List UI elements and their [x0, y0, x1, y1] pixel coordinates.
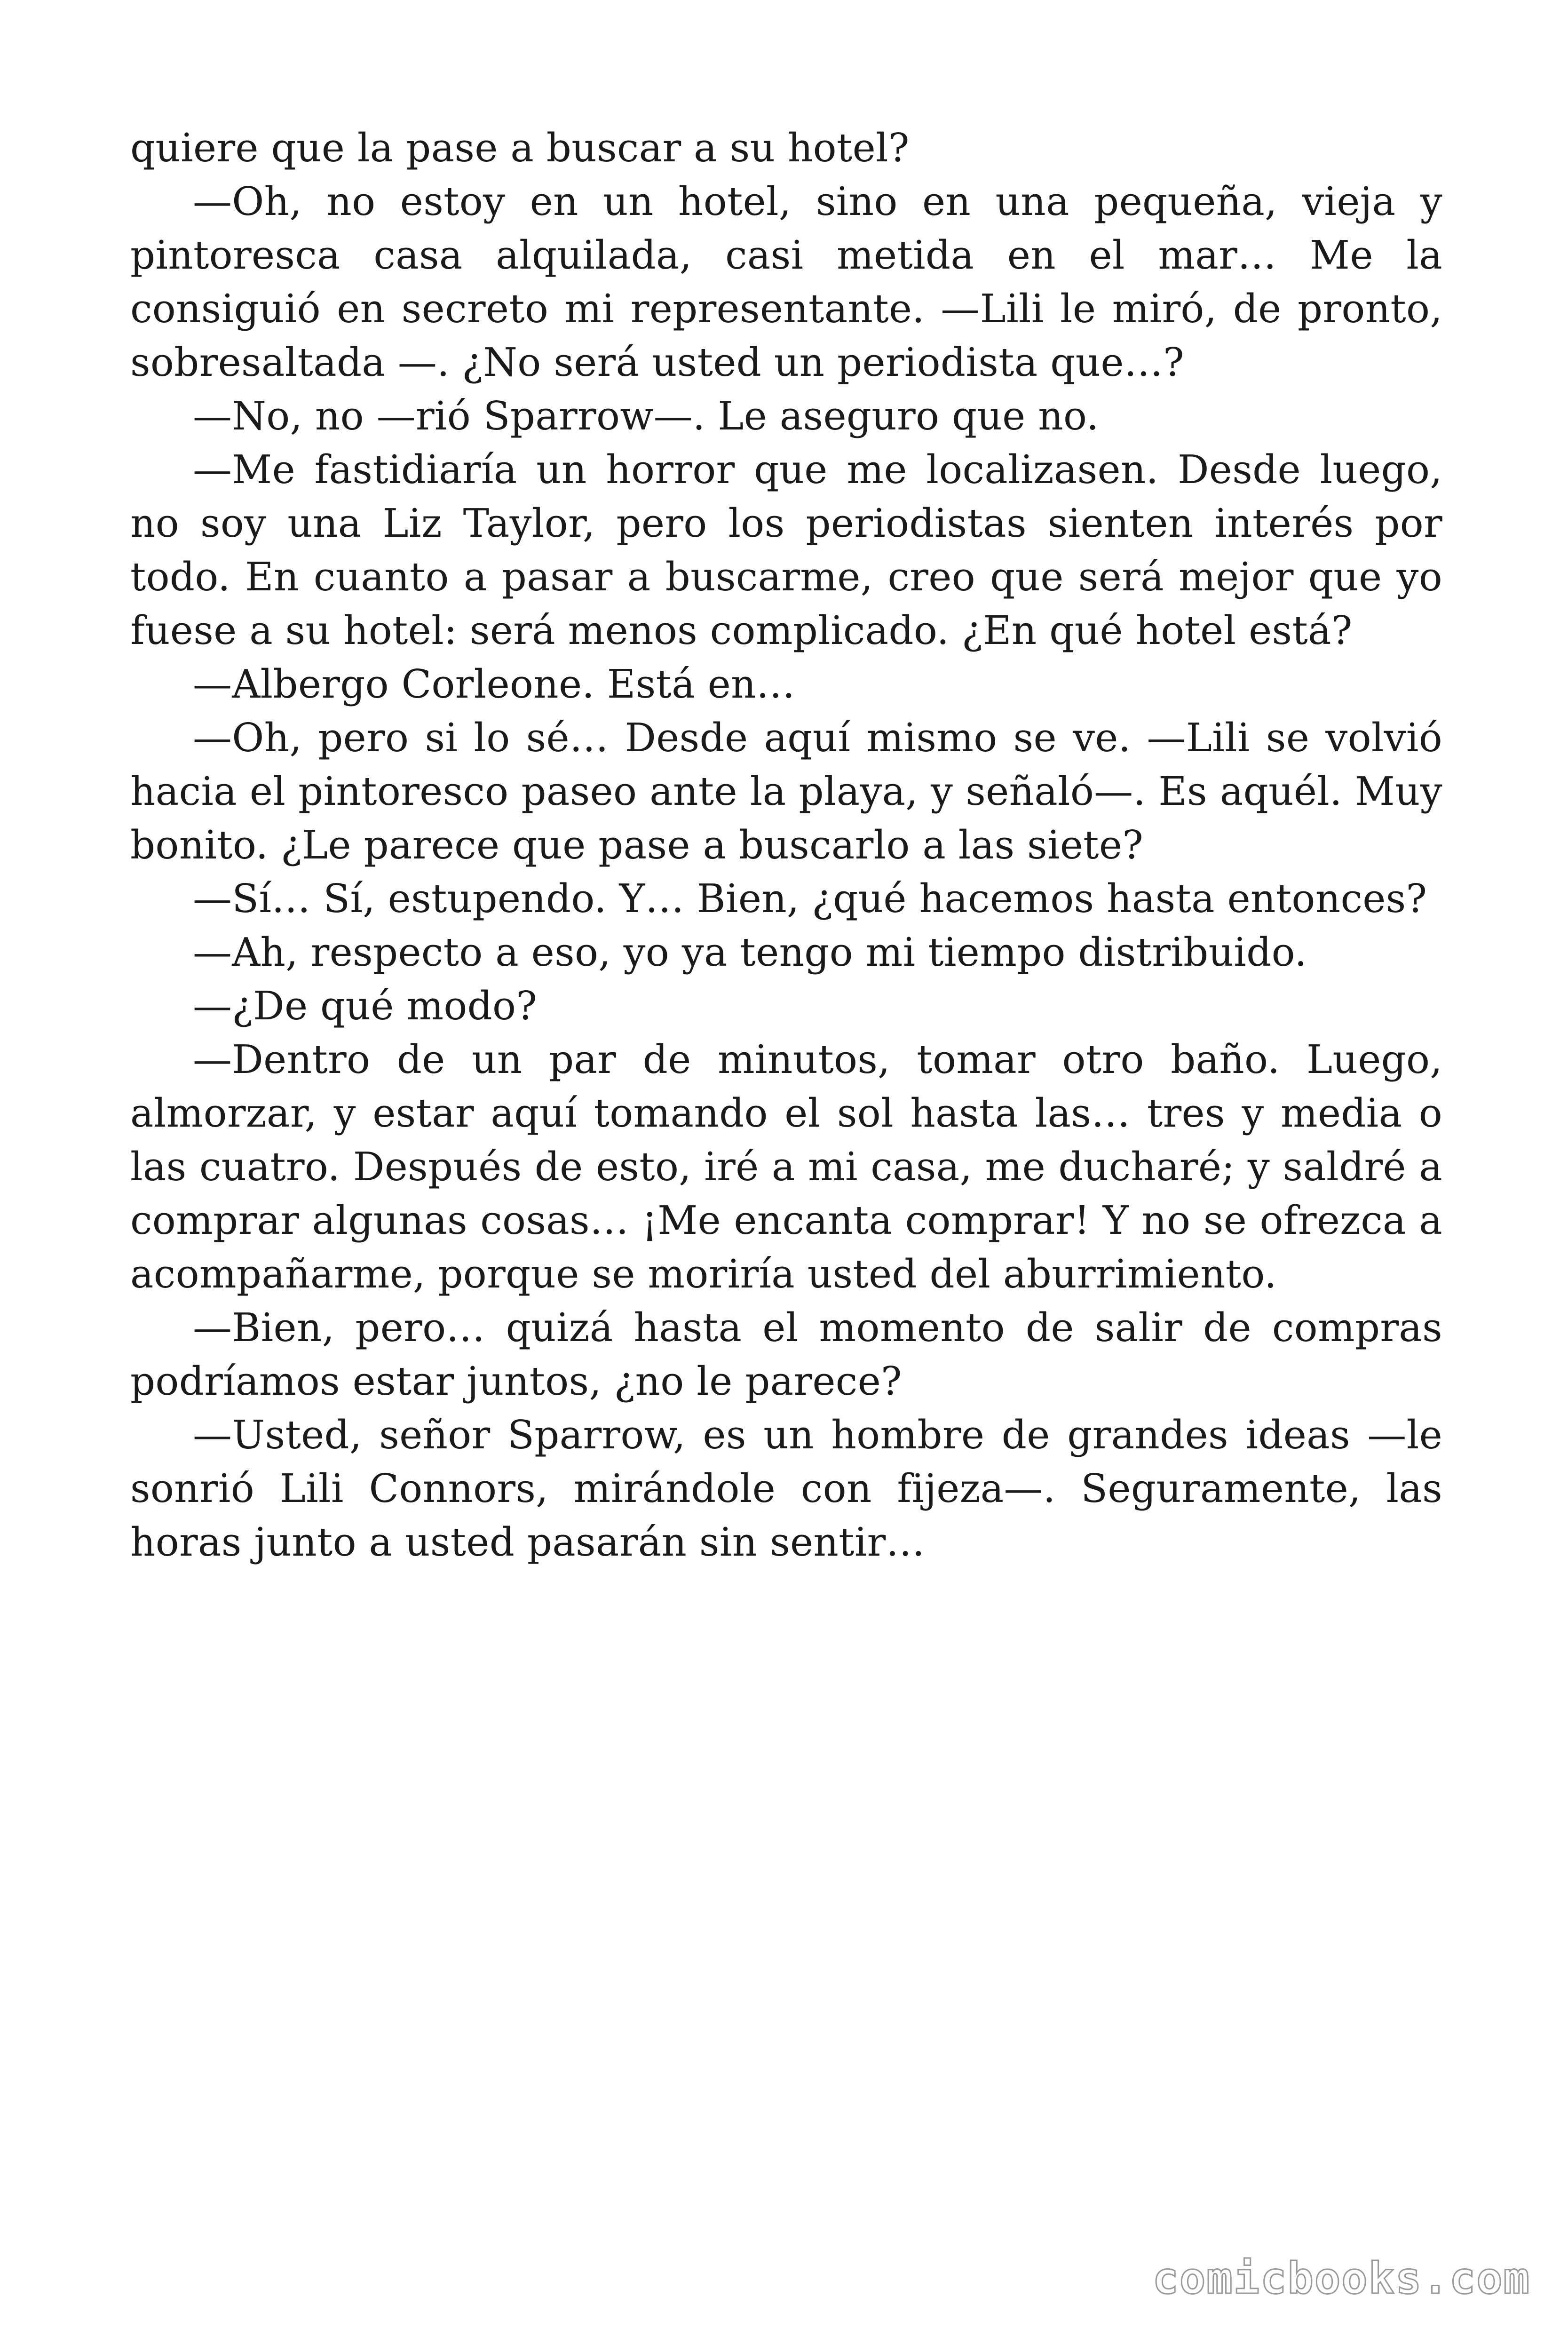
paragraph: —Me fastidiaría un horror que me localizasen. Desde luego, no soy una Liz Taylor, pero los periodistas sienten interés por todo. En cuanto a pasar a buscarme, creo que será mejor que yo fuese a su hotel: será menos complicado. ¿En qué hotel está? [130, 447, 1442, 653]
paragraph: quiere que la pase a buscar a su hotel? [130, 125, 910, 171]
paragraph: —Albergo Corleone. Está en… [193, 661, 796, 707]
paragraph: —No, no —rió Sparrow—. Le aseguro que no. [193, 393, 1099, 439]
watermark: comicbooks.com [1152, 2253, 1530, 2304]
paragraph: —Usted, señor Sparrow, es un hombre de grandes ideas —le sonrió Lili Connors, mirándole con fijeza—. Seguramente, las horas junto a usted pasarán sin sentir… [130, 1412, 1442, 1565]
body-text [130, 121, 1442, 1569]
paragraph: —Oh, no estoy en un hotel, sino en una pequeña, vieja y pintoresca casa alquilada, casi metida en el mar… Me la consiguió en secreto mi representante. —Lili le miró, de pronto, sobresaltada —. ¿No será usted un periodista que…? [130, 179, 1442, 385]
paragraph: —Sí… Sí, estupendo. Y… Bien, ¿qué hacemos hasta entonces? [193, 876, 1427, 922]
paragraph: —Bien, pero… quizá hasta el momento de salir de compras podríamos estar juntos, ¿no le parece? [130, 1305, 1442, 1404]
paragraph: —Oh, pero si lo sé… Desde aquí mismo se ve. —Lili se volvió hacia el pintoresco paseo ante la playa, y señaló—. Es aquél. Muy bonito. ¿Le parece que pase a buscarlo a las siete? [130, 715, 1442, 868]
paragraph: —Dentro de un par de minutos, tomar otro baño. Luego, almorzar, y estar aquí tomando el sol hasta las… tres y media o las cuatro. Después de esto, iré a mi casa, me ducharé; y saldré a comprar algunas cosas… ¡Me encanta comprar! Y no se ofrezca a acompañarme, porque se moriría usted del aburrimiento. [130, 1037, 1442, 1297]
paragraph: —¿De qué modo? [193, 983, 538, 1029]
paragraph: —Ah, respecto a eso, yo ya tengo mi tiempo distribuido. [193, 930, 1307, 975]
